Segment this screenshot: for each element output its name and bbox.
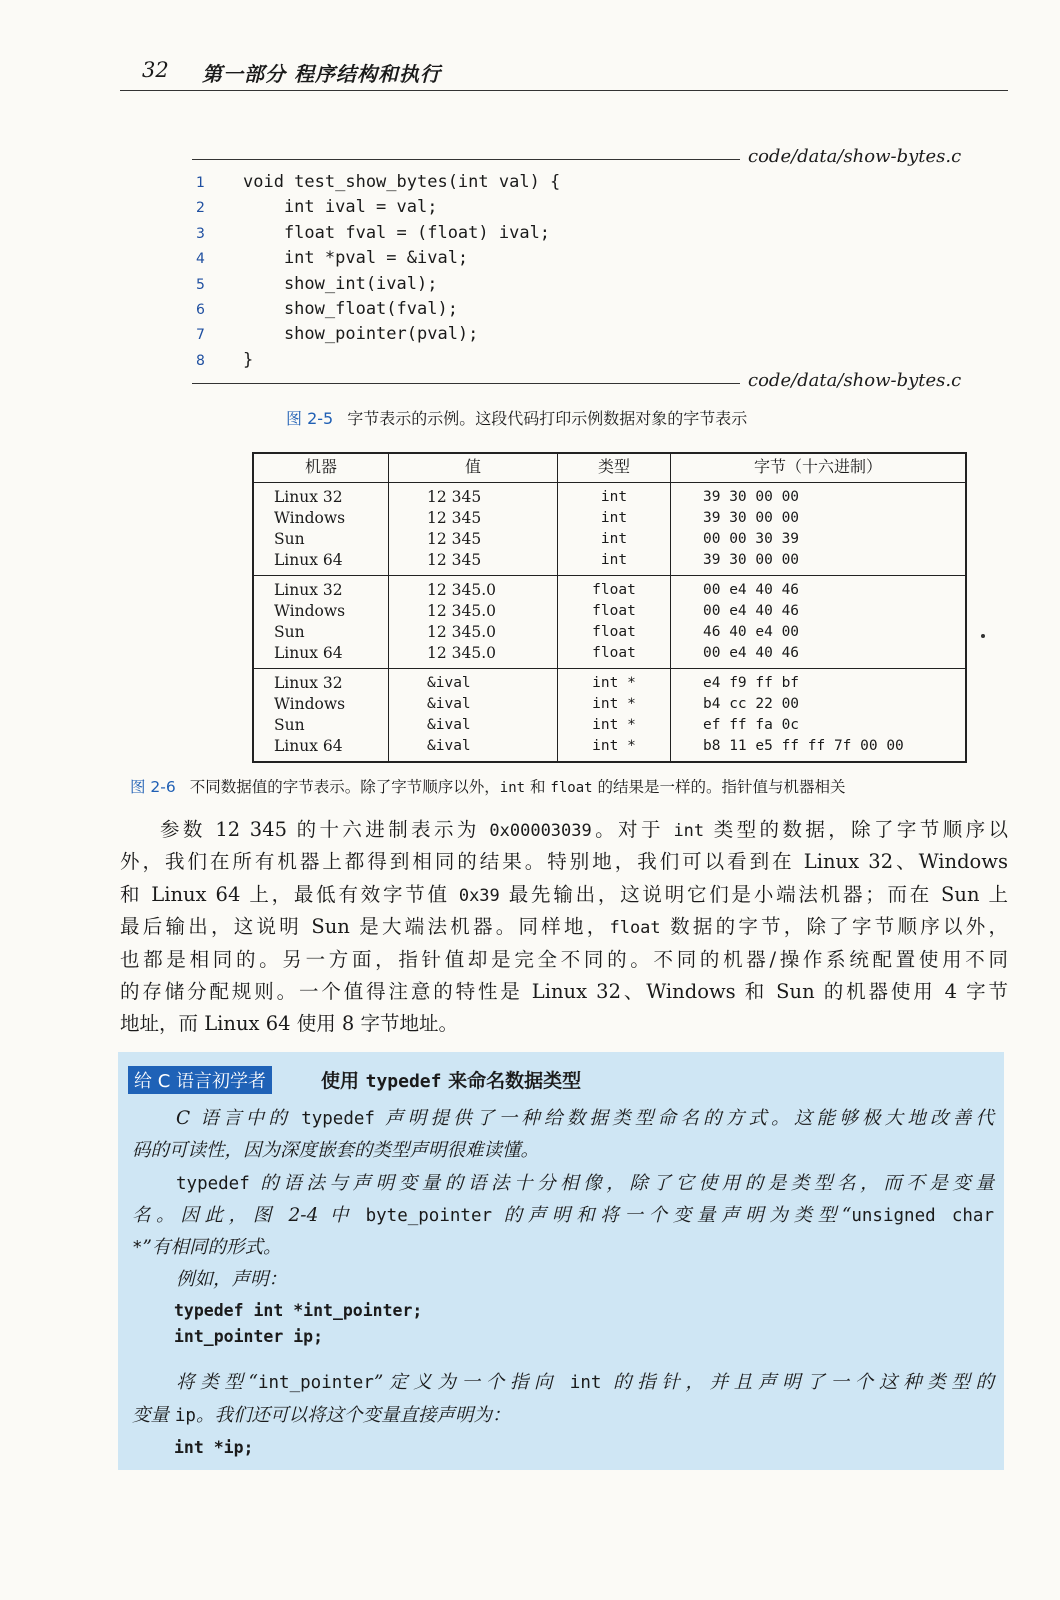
table-group-int (253, 483, 966, 576)
paragraph-line: 的存储分配规则。一个值得注意的特性是 Linux 32、Windows 和 Sun 的机器使用 4 字节 (120, 979, 1008, 1003)
cell-bytes: e4 f9 ff bf (703, 675, 800, 691)
sidebar-line (132, 1201, 994, 1227)
code-line (196, 322, 560, 347)
text: ”有相同的形式。 (142, 1237, 282, 1258)
cell-value: 12 345 (427, 488, 482, 506)
line-number: 6 (196, 301, 205, 318)
column-header-bytes: 字节（十六进制） (671, 453, 967, 483)
cell-type: int (600, 489, 628, 505)
code-bottom-rule (192, 383, 740, 384)
cell-value: &ival (427, 717, 471, 733)
line-number: 8 (196, 352, 205, 369)
cell-machine: Linux 32 (274, 674, 343, 692)
table-row (253, 483, 966, 576)
code-text: void test_show_bytes(int val) { (243, 172, 561, 192)
inline-code: byte_pointer (365, 1206, 493, 1226)
paragraph-line (120, 911, 1008, 943)
cell-bytes: 00 00 30 39 (703, 531, 800, 547)
inline-code: float (609, 918, 661, 939)
cell-value: &ival (427, 738, 471, 754)
sidebar-code-line: int *ip; (174, 1438, 254, 1457)
inline-code: typedef (365, 1071, 442, 1092)
cell-type: float (592, 582, 636, 598)
cell-bytes: 00 e4 40 46 (703, 645, 800, 661)
code-text: int ival = val; (243, 197, 438, 218)
line-number: 1 (196, 175, 205, 191)
page-number: 32 (142, 58, 169, 82)
paragraph-line: 也都是相同的。另一方面，指针值却是完全不同的。不同的机器/操作系统配置使用不同 (120, 947, 1008, 971)
code-top-rule (192, 159, 740, 160)
text: 的指针，并且声明了一个这种类型的 (601, 1372, 995, 1393)
inline-code: 0x00003039 (489, 821, 592, 841)
table-group-pointer (253, 669, 966, 763)
text: 名。因此，图 2-4 中 (132, 1205, 366, 1226)
caption-text: 字节表示的示例。这段代码打印示例数据对象的字节表示 (347, 409, 748, 428)
cell-type: int * (592, 696, 636, 712)
text: 和 Linux 64 上，最低有效字节值 (120, 882, 459, 906)
line-number: 2 (196, 200, 205, 217)
text: ”定义为一个指向 (373, 1372, 570, 1393)
sidebar-line: 码的可读性，因为深度嵌套的类型声明很难读懂。 (132, 1140, 540, 1161)
code-filename-bottom: code/data/show-bytes.c (748, 370, 962, 391)
table-row (253, 669, 966, 763)
text: 来命名数据类型 (441, 1070, 582, 1092)
cell-value: 12 345.0 (427, 623, 497, 641)
sidebar-line (132, 1169, 994, 1195)
cell-value: 12 345.0 (427, 581, 497, 599)
byte-representation-table (252, 452, 967, 763)
sidebar-tag: 给 C 语言初学者 (128, 1066, 272, 1094)
code-text: int *pval = &ival; (243, 248, 469, 269)
cell-machine: Linux 32 (274, 488, 343, 506)
paragraph-line: 地址，而 Linux 64 使用 8 字节地址。 (120, 1012, 459, 1036)
cell-type: int (600, 510, 628, 526)
column-header-machine: 机器 (253, 453, 389, 483)
code-line (196, 170, 560, 195)
cell-bytes: 00 e4 40 46 (703, 582, 800, 598)
code-listing (196, 170, 560, 373)
cell-type: float (592, 645, 636, 661)
cell-machine: Windows (274, 509, 346, 527)
sidebar-line (132, 1368, 994, 1394)
caption-code: int (499, 780, 526, 796)
code-line (196, 221, 560, 246)
text: 将类型“ (176, 1372, 258, 1393)
text: 使用 (321, 1070, 366, 1092)
cell-machine: Sun (274, 716, 305, 734)
inline-code: ip (174, 1406, 196, 1426)
sidebar-line (132, 1401, 994, 1427)
caption-code: float (550, 780, 593, 796)
line-number: 4 (196, 251, 205, 268)
cell-value: 12 345 (427, 530, 482, 548)
cell-type: float (592, 624, 636, 640)
line-number: 5 (196, 276, 205, 293)
text: 类型的数据，除了字节顺序以 (704, 818, 1009, 841)
column-header-value: 值 (389, 453, 558, 483)
cell-machine: Windows (274, 695, 346, 713)
cell-bytes: 39 30 00 00 (703, 552, 800, 568)
running-header (120, 56, 1008, 91)
text: 数据的字节，除了字节顺序以外， (660, 915, 1008, 939)
part-title: 第一部分 程序结构和执行 (202, 62, 441, 86)
cell-value: 12 345.0 (427, 644, 497, 662)
cell-type: int * (592, 675, 636, 691)
paragraph-line (120, 814, 1008, 846)
inline-code: int (569, 1373, 602, 1393)
code-line (196, 348, 560, 373)
text: 变量 (132, 1405, 175, 1426)
cell-machine: Sun (274, 623, 305, 641)
code-text: show_pointer(pval); (243, 324, 479, 345)
cell-machine: Windows (274, 602, 346, 620)
sidebar-line: 例如，声明： (176, 1269, 288, 1290)
cell-type: int * (592, 717, 636, 733)
sidebar-title (321, 1066, 581, 1093)
code-text: show_int(ival); (243, 273, 438, 294)
cell-type: int (600, 552, 628, 568)
figure-2-5-caption (286, 406, 747, 429)
cell-machine: Linux 32 (274, 581, 343, 599)
figure-2-6-caption (130, 775, 846, 797)
column-header-type: 类型 (558, 453, 671, 483)
caption-text: 的结果是一样的。指针值与机器相关 (592, 778, 846, 796)
beginner-sidebar (118, 1052, 1004, 1470)
caption-text: 不同数据值的字节表示。除了字节顺序以外， (189, 778, 500, 796)
text: 最先输出，这说明它们是小端法机器；而在 Sun 上 (499, 882, 1008, 906)
cell-type: int * (592, 738, 636, 754)
cell-type: float (592, 603, 636, 619)
sidebar-code-line: typedef int *int_pointer; (174, 1301, 423, 1320)
inline-code: typedef (301, 1109, 375, 1129)
cell-bytes: b8 11 e5 ff ff 7f 00 00 (703, 738, 904, 754)
text: 参数 12 345 的十六进制表示为 (160, 818, 490, 841)
cell-value: &ival (427, 675, 471, 691)
cell-type: int (600, 531, 628, 547)
inline-code: int (673, 821, 705, 841)
text: 。对于 (591, 818, 674, 841)
code-text: } (243, 349, 254, 370)
cell-value: 12 345 (427, 509, 482, 527)
text: C 语言中的 (176, 1108, 302, 1129)
cell-value: &ival (427, 696, 471, 712)
caption-text: 和 (525, 778, 551, 796)
code-filename-top: code/data/show-bytes.c (748, 146, 962, 167)
text: 声明提供了一种给数据类型命名的方式。这能够极大地改善代 (374, 1108, 994, 1129)
inline-code: 0x39 (458, 885, 500, 906)
table-group-float (253, 576, 966, 669)
cell-bytes: ef ff fa 0c (703, 717, 800, 733)
code-text: float fval = (float) ival; (243, 222, 551, 243)
cell-machine: Sun (274, 530, 305, 548)
cell-bytes: 00 e4 40 46 (703, 603, 800, 619)
text: 的声明和将一个变量声明为类型“ (492, 1205, 852, 1226)
inline-code: typedef (176, 1174, 250, 1194)
text: 最后输出，这说明 Sun 是大端法机器。同样地， (120, 915, 610, 939)
cell-machine: Linux 64 (274, 737, 343, 755)
cell-value: 12 345 (427, 551, 482, 569)
code-line (196, 272, 560, 297)
figure-label: 图 2-6 (130, 778, 176, 796)
inline-code: * (132, 1238, 143, 1258)
sidebar-code-line: int_pointer ip; (174, 1327, 324, 1346)
cell-value: 12 345.0 (427, 602, 497, 620)
inline-code: int_pointer (257, 1373, 374, 1393)
line-number: 7 (196, 327, 205, 344)
code-line (196, 297, 560, 322)
paragraph-line (120, 879, 1008, 911)
cell-bytes: 39 30 00 00 (703, 510, 800, 526)
table-row (253, 576, 966, 669)
sidebar-line (132, 1104, 994, 1130)
sidebar-line (132, 1233, 994, 1259)
text: 的语法与声明变量的语法十分相像，除了它使用的是类型名，而不是变量 (249, 1173, 994, 1194)
code-text: show_float(fval); (243, 298, 458, 319)
cell-bytes: 39 30 00 00 (703, 489, 800, 505)
code-line (196, 246, 560, 271)
cell-bytes: b4 cc 22 00 (703, 696, 800, 712)
cell-machine: Linux 64 (274, 644, 343, 662)
figure-label: 图 2-5 (286, 409, 334, 428)
cell-bytes: 46 40 e4 00 (703, 624, 800, 640)
body-paragraph (120, 814, 1008, 1041)
stray-mark (981, 634, 985, 638)
paragraph-line: 外，我们在所有机器上都得到相同的结果。特别地，我们可以看到在 Linux 32、Windows (120, 850, 1008, 874)
text: 。我们还可以将这个变量直接声明为： (195, 1405, 511, 1426)
line-number: 3 (196, 225, 205, 242)
cell-machine: Linux 64 (274, 551, 343, 569)
code-line (196, 195, 560, 220)
inline-code: unsigned char (851, 1206, 994, 1226)
